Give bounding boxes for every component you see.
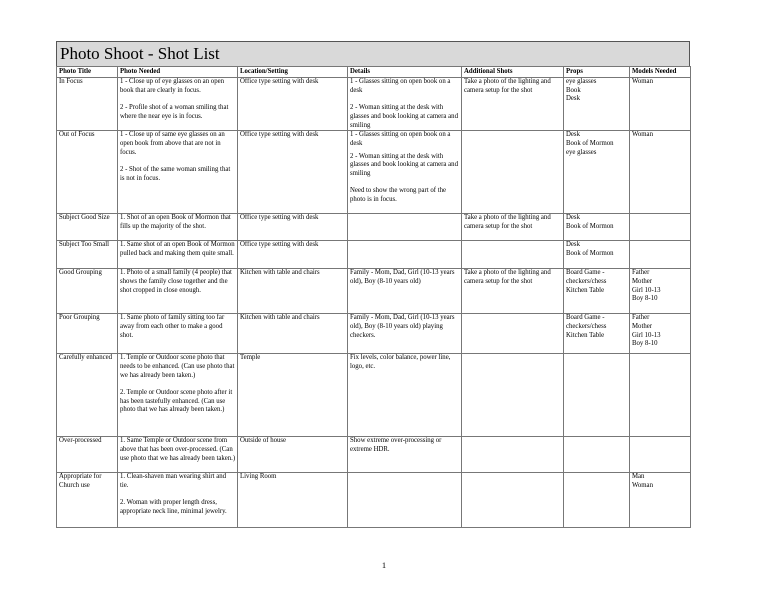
photo-needed-line: 2 - Shot of the same woman smiling that is not in focus. — [120, 166, 231, 182]
details-line: Family - Mom, Dad, Girl (10-13 years old), Boy (8-10 years old) — [350, 269, 455, 285]
cell-photo-needed — [118, 437, 238, 473]
col-header-location: Location/Setting — [238, 67, 348, 78]
cell-props: Desk Book of Mormon eye glasses — [564, 131, 630, 214]
col-header-photo-needed: Photo Needed — [118, 67, 238, 78]
details-line: Family - Mom, Dad, Girl (10-13 years old), Boy (8-10 years old) playing checkers. — [350, 314, 455, 339]
cell-props: Desk Book of Mormon — [564, 241, 630, 269]
table-row — [57, 437, 691, 473]
cell-photo-needed — [118, 131, 238, 214]
cell-additional-shots — [462, 314, 564, 354]
cell-additional-shots — [462, 241, 564, 269]
photo-needed-line: 2. Temple or Outdoor scene photo after it has been tastefully enhanced. (Can use photo that we has already been taken.) — [120, 389, 233, 414]
cell-details — [348, 473, 462, 528]
photo-needed-line: 1. Temple or Outdoor scene photo that needs to be enhanced. (Can use photo that we has already been taken.) — [120, 354, 235, 379]
cell-photo-title: Carefully enhanced — [57, 354, 118, 437]
cell-photo-needed — [118, 241, 238, 269]
details-line: Show extreme over-processing or extreme HDR. — [350, 437, 442, 453]
cell-additional-shots — [462, 131, 564, 214]
cell-props: Desk Book of Mormon — [564, 214, 630, 241]
col-header-details: Details — [348, 67, 462, 78]
details-line: 2 - Woman sitting at the desk with glasses and book looking at camera and smiling — [350, 104, 458, 129]
cell-models: Father Mother Girl 10-13 Boy 8-10 — [630, 269, 691, 314]
cell-details — [348, 131, 462, 214]
photo-needed-line: 1. Same Temple or Outdoor scene from above that has been over-processed. (Can use photo that we has already been taken.) — [120, 437, 236, 462]
cell-location: Temple — [238, 354, 348, 437]
photo-needed-line: 1. Same photo of family sitting too far away from each other to make a good shot. — [120, 314, 225, 339]
cell-photo-needed — [118, 473, 238, 528]
cell-additional-shots: Take a photo of the lighting and camera setup for the shot — [462, 214, 564, 241]
cell-models — [630, 214, 691, 241]
table-row — [57, 78, 691, 131]
cell-location: Kitchen with table and chairs — [238, 269, 348, 314]
photo-needed-line: 1. Same shot of an open Book of Mormon pulled back and making them quite small. — [120, 241, 235, 257]
shot-list-sheet — [56, 41, 690, 528]
cell-location: Living Room — [238, 473, 348, 528]
cell-photo-needed — [118, 214, 238, 241]
cell-location: Office type setting with desk — [238, 78, 348, 131]
cell-models — [630, 437, 691, 473]
cell-models: Woman — [630, 131, 691, 214]
cell-additional-shots — [462, 437, 564, 473]
details-line: 1 - Glasses sitting on open book on a desk — [350, 131, 451, 147]
cell-details — [348, 78, 462, 131]
cell-photo-title: Poor Grouping — [57, 314, 118, 354]
cell-photo-title: Appropriate for Church use — [57, 473, 118, 528]
cell-models: Woman — [630, 78, 691, 131]
table-row — [57, 314, 691, 354]
cell-details — [348, 354, 462, 437]
col-header-additional-shots: Additional Shots — [462, 67, 564, 78]
details-line: Need to show the wrong part of the photo is in focus. — [350, 187, 447, 204]
cell-photo-title: Subject Good Size — [57, 214, 118, 241]
cell-additional-shots: Take a photo of the lighting and camera setup for the shot — [462, 78, 564, 131]
cell-models: Man Woman — [630, 473, 691, 528]
cell-photo-title: Out of Focus — [57, 131, 118, 214]
col-header-props: Props — [564, 67, 630, 78]
col-header-models: Models Needed — [630, 67, 691, 78]
cell-photo-needed — [118, 269, 238, 314]
details-line: 2 - Woman sitting at the desk with glasses and book looking at camera and smiling — [350, 152, 458, 178]
table-row — [57, 214, 691, 241]
cell-props — [564, 437, 630, 473]
cell-props — [564, 354, 630, 437]
cell-photo-needed — [118, 354, 238, 437]
photo-needed-line: 1. Shot of an open Book of Mormon that fills up the majority of the shot. — [120, 214, 231, 230]
table-row — [57, 131, 691, 214]
shot-list-table — [56, 66, 691, 528]
cell-location: Office type setting with desk — [238, 214, 348, 241]
cell-models: Father Mother Girl 10-13 Boy 8-10 — [630, 314, 691, 354]
cell-photo-title: In Focus — [57, 78, 118, 131]
cell-models — [630, 241, 691, 269]
photo-needed-line: 1. Clean-shaven man wearing shirt and tie. — [120, 473, 227, 489]
table-row — [57, 269, 691, 314]
table-row — [57, 354, 691, 437]
details-line: 1 - Glasses sitting on open book on a desk — [350, 78, 451, 94]
cell-props: Board Game - checkers/chess Kitchen Table — [564, 314, 630, 354]
col-header-photo-title: Photo Title — [57, 67, 118, 78]
cell-props: Board Game - checkers/chess Kitchen Table — [564, 269, 630, 314]
cell-details — [348, 437, 462, 473]
header-row — [57, 67, 691, 78]
table-row — [57, 473, 691, 528]
cell-location: Kitchen with table and chairs — [238, 314, 348, 354]
cell-location: Office type setting with desk — [238, 131, 348, 214]
cell-photo-needed — [118, 78, 238, 131]
cell-additional-shots — [462, 354, 564, 437]
cell-additional-shots: Take a photo of the lighting and camera setup for the shot — [462, 269, 564, 314]
photo-needed-line: 2. Woman with proper length dress, appropriate neck line, minimal jewelry. — [120, 499, 227, 515]
cell-details — [348, 314, 462, 354]
cell-props: eye glasses Book Desk — [564, 78, 630, 131]
cell-props — [564, 473, 630, 528]
page-number: 1 — [381, 560, 387, 570]
cell-location: Office type setting with desk — [238, 241, 348, 269]
photo-needed-line: 2 - Profile shot of a woman smiling that where the near eye is in focus. — [120, 104, 229, 120]
cell-photo-title: Subject Too Small — [57, 241, 118, 269]
cell-additional-shots — [462, 473, 564, 528]
cell-photo-title: Over-processed — [57, 437, 118, 473]
photo-needed-line: 1 - Close up of same eye glasses on an open book from above that are not in focus. — [120, 131, 225, 156]
cell-location: Outside of house — [238, 437, 348, 473]
cell-models — [630, 354, 691, 437]
details-line: Fix levels, color balance, power line, logo, etc. — [350, 354, 451, 370]
cell-photo-needed — [118, 314, 238, 354]
sheet-title: Photo Shoot - Shot List — [56, 41, 690, 66]
cell-details — [348, 214, 462, 241]
cell-details — [348, 241, 462, 269]
table-row — [57, 241, 691, 269]
cell-details — [348, 269, 462, 314]
cell-photo-title: Good Grouping — [57, 269, 118, 314]
photo-needed-line: 1 - Close up of eye glasses on an open book that are clearly in focus. — [120, 78, 225, 94]
photo-needed-line: 1. Photo of a small family (4 people) that shows the family close together and the shot cropped in close enough. — [120, 269, 232, 294]
